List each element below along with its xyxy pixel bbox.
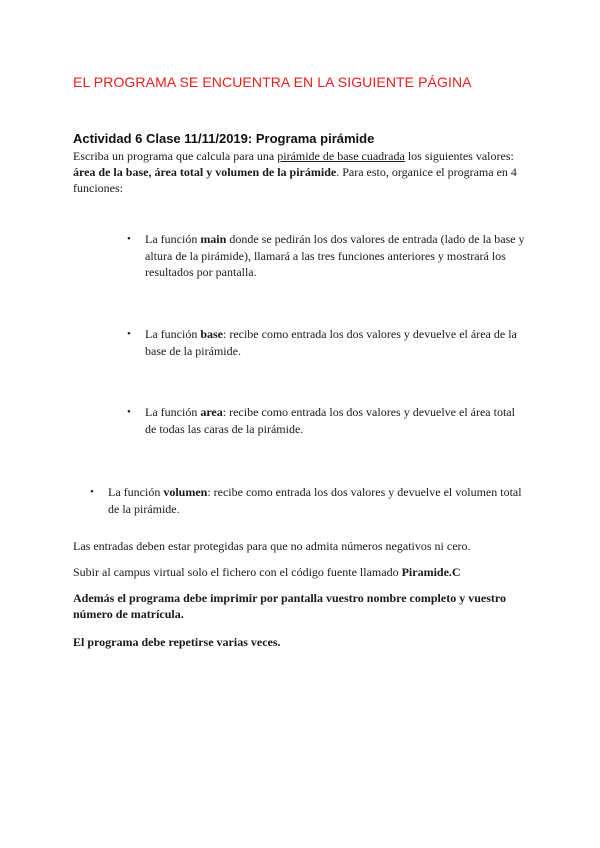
upload-filename: Piramide.C (401, 565, 461, 579)
inputs-paragraph: Las entradas deben estar protegidas para que no admita números negativos ni cero. (73, 539, 471, 553)
bullet-text (145, 404, 525, 437)
intro-underlined: pirámide de base cuadrada (277, 149, 405, 163)
function-name: base (200, 327, 223, 341)
bullet-dot-icon: • (90, 486, 94, 498)
bullet-description: : recibe como entrada los dos valores y devuelve el volumen total de la pirámide. (108, 485, 522, 516)
intro-bold: área de la base, área total y volumen de la pirámide (73, 165, 337, 179)
upload-paragraph (73, 564, 533, 580)
bullet-prefix: La función (145, 327, 201, 341)
bullet-prefix: La función (145, 405, 201, 419)
activity-title: Actividad 6 Clase 11/11/2019: Programa pirámide (73, 131, 375, 146)
bullet-text (145, 231, 525, 281)
upload-text: Subir al campus virtual solo el fichero con el código fuente llamado (73, 565, 402, 579)
bullet-prefix: La función (108, 485, 164, 499)
bullet-description: : recibe como entrada los dos valores y devuelve el área de la base de la pirámide. (145, 327, 517, 358)
bullet-dot-icon: • (127, 328, 131, 340)
bullet-prefix: La función (145, 232, 201, 246)
repeat-paragraph: El programa debe repetirse varias veces. (73, 635, 281, 649)
function-name: volumen (163, 485, 208, 499)
intro-paragraph (73, 148, 533, 196)
bullet-dot-icon: • (127, 233, 131, 245)
bullet-dot-icon: • (127, 406, 131, 418)
intro-text-3: . Para esto, organice el programa en 4 funciones: (73, 165, 517, 195)
bullet-description: donde se pedirán los dos valores de entrada (lado de la base y altura de la pirámide), llamará a las tres funciones anteriores y mostrará los resultados por pantalla. (145, 232, 525, 279)
function-name: main (200, 232, 227, 246)
function-name: area (200, 405, 223, 419)
intro-text-2: los siguientes valores: (404, 149, 514, 163)
bullet-text (108, 484, 528, 517)
bullet-description: : recibe como entrada los dos valores y devuelve el área total de todas las caras de la pirámide. (145, 405, 515, 436)
print-name-paragraph: Además el programa debe imprimir por pantalla vuestro nombre completo y vuestro número de matrícula. (73, 591, 506, 621)
next-page-notice: EL PROGRAMA SE ENCUENTRA EN LA SIGUIENTE PÁGINA (73, 74, 472, 90)
bullet-text (145, 326, 525, 359)
intro-text-1: Escriba un programa que calcula para una (73, 149, 278, 163)
